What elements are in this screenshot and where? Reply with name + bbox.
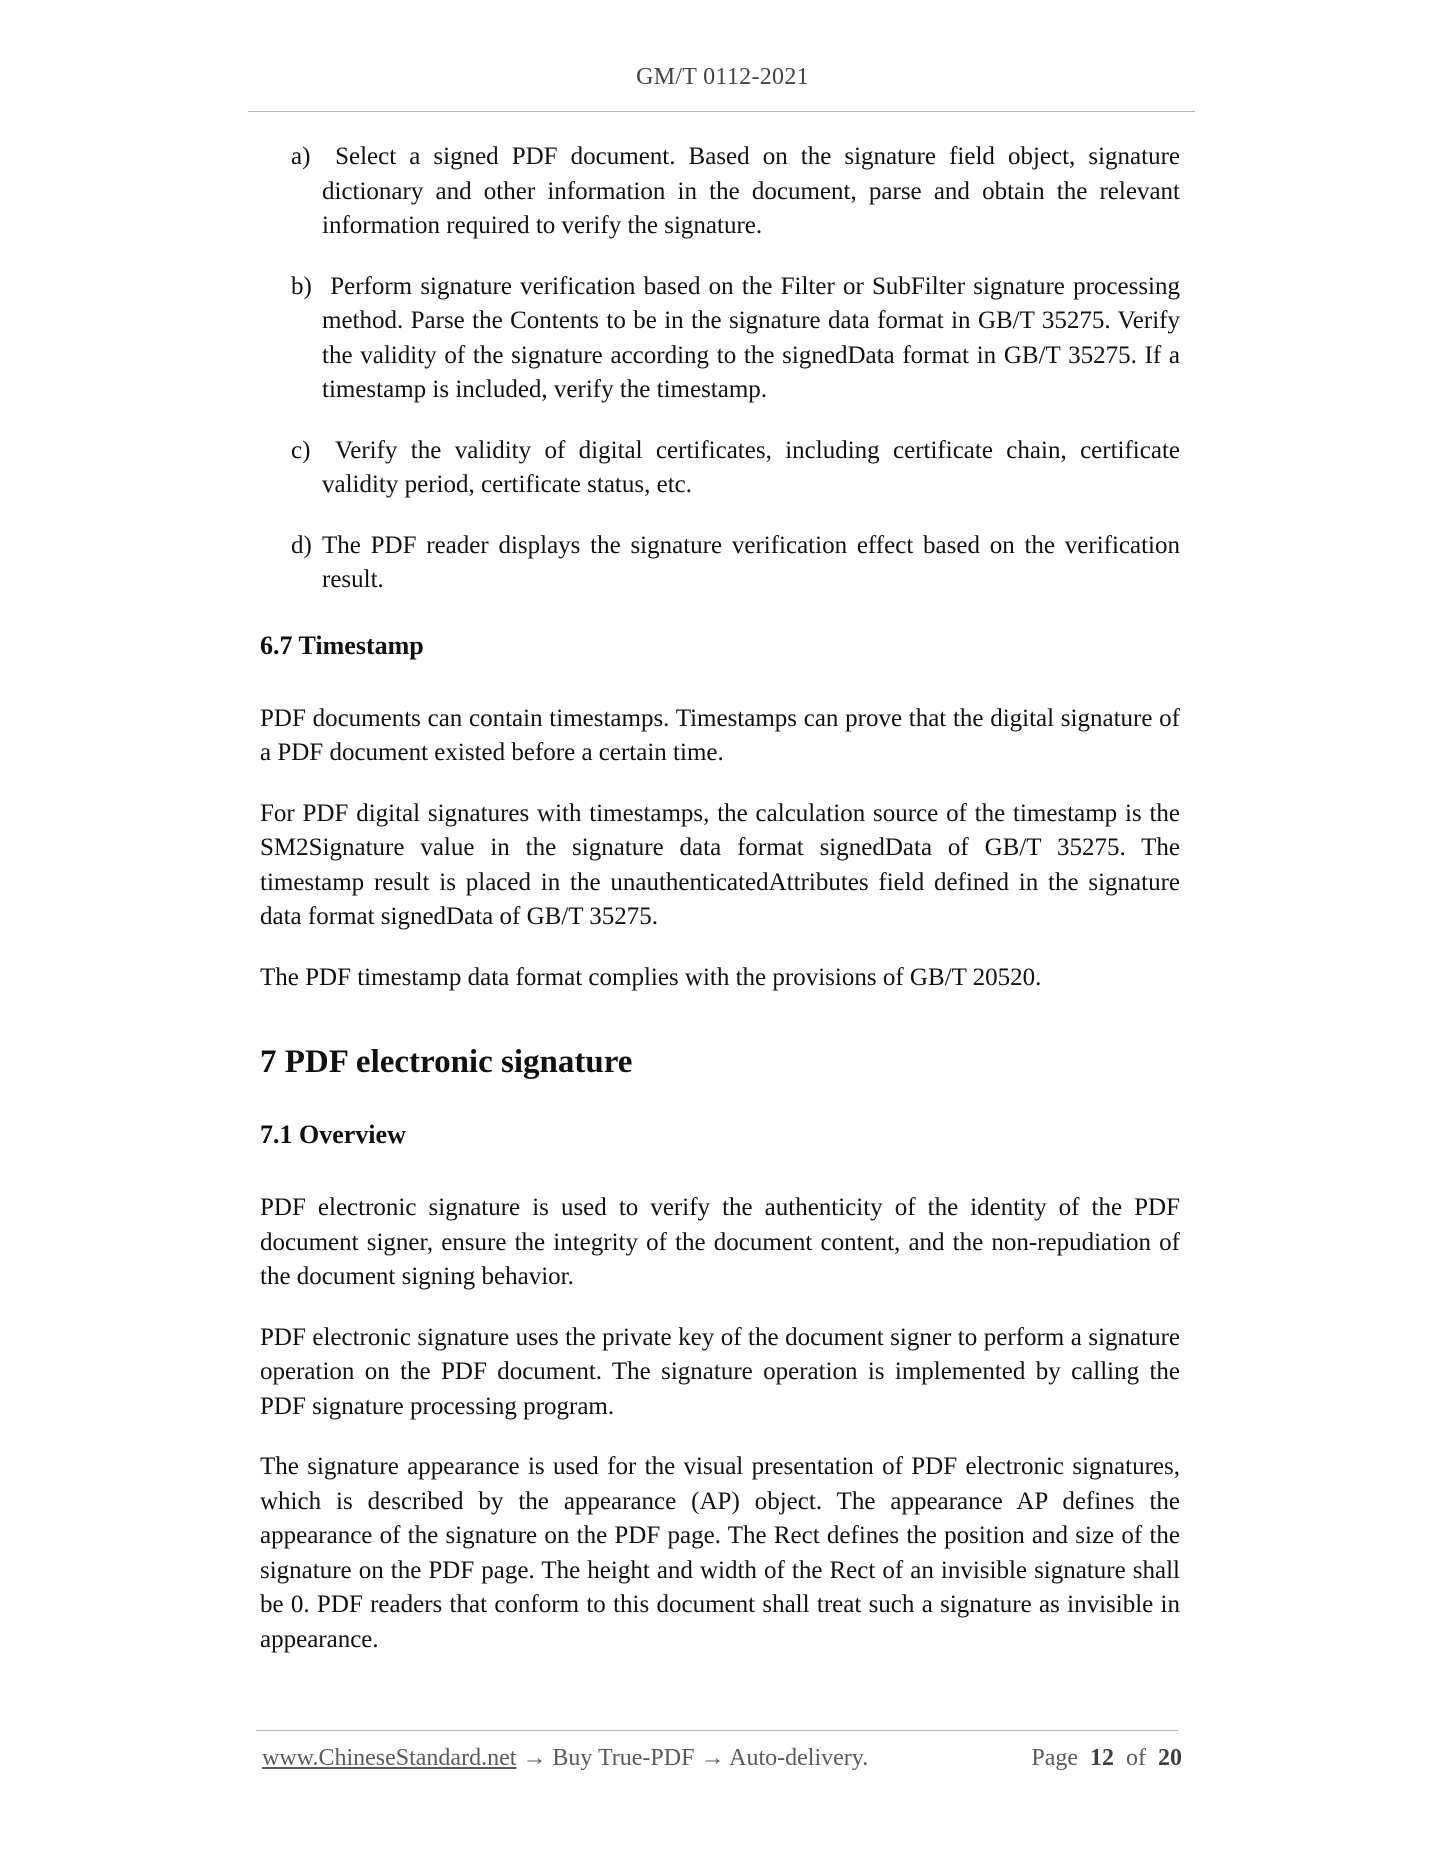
delivery-text: Auto-delivery.	[729, 1745, 869, 1771]
arrow-right-icon: →	[700, 1745, 725, 1771]
page-footer	[262, 1745, 1182, 1772]
list-item-label: b)	[291, 272, 312, 300]
list-item-label: c)	[291, 436, 311, 464]
list-item-c	[260, 434, 1180, 503]
paragraph: PDF documents can contain timestamps. Timestamps can prove that the digital signature of a PDF document existed before a certain time.	[260, 704, 1180, 766]
page-number	[1031, 1745, 1182, 1772]
site-link[interactable]: www.ChineseStandard.net	[262, 1745, 517, 1771]
list-item-text: Select a signed PDF document. Based on the signature field object, signature dictionary and other information in the document, parse and obtain the relevant information required to verify the signature.	[322, 143, 1181, 239]
page-total: 20	[1158, 1745, 1182, 1771]
section-heading-6-7: 6.7 Timestamp	[260, 630, 424, 660]
running-header: GM/T 0112-2021	[636, 64, 809, 90]
page-current: 12	[1090, 1745, 1114, 1771]
footer-divider	[256, 1730, 1178, 1731]
page-of: of	[1126, 1745, 1146, 1771]
list-item-b	[260, 270, 1180, 408]
list-item-text: Perform signature verification based on the Filter or SubFilter signature processing method. Parse the Contents to be in the signature data format in GB/T 35275. Verify the validity of the signature according to the signedData format in GB/T 35275. If a timestamp is included, verify the timestamp.	[322, 272, 1181, 403]
header-divider	[248, 111, 1195, 112]
arrow-right-icon: →	[522, 1745, 547, 1771]
paragraph: For PDF digital signatures with timestamps, the calculation source of the timestamp is the SM2Signature value in the signature data format signedData of GB/T 35275. The timestamp result is placed in the unauthenticatedAttributes field defined in the signature data format signedData of GB/T 35275.	[260, 799, 1180, 930]
paragraph: The signature appearance is used for the visual presentation of PDF electronic signatures, which is described by the appearance (AP) object. The appearance AP defines the appearance of the signature on the PDF page. The Rect defines the position and size of the signature on the PDF page. The height and width of the Rect of an invisible signature shall be 0. PDF readers that conform to this document shall treat such a signature as invisible in appearance.	[260, 1453, 1180, 1653]
section-heading-7-1: 7.1 Overview	[260, 1120, 406, 1149]
paragraph: PDF electronic signature is used to verify the authenticity of the identity of the PDF document signer, ensure the integrity of the document content, and the non-repudiation of the document signing behavior.	[260, 1194, 1180, 1290]
page-label: Page	[1031, 1745, 1078, 1771]
list-item-a	[260, 140, 1180, 244]
list-item-d	[260, 529, 1180, 598]
list-item-text: The PDF reader displays the signature verification effect based on the verification result.	[322, 531, 1180, 593]
footer-promo	[262, 1745, 868, 1771]
chapter-heading-7: 7 PDF electronic signature	[260, 1044, 633, 1080]
list-item-label: d)	[291, 531, 312, 559]
paragraph: The PDF timestamp data format complies with the provisions of GB/T 20520.	[260, 963, 1042, 991]
page-body	[260, 140, 1180, 1683]
list-item-label: a)	[291, 143, 311, 170]
list-item-text: Verify the validity of digital certificates, including certificate chain, certificate validity period, certificate status, etc.	[322, 436, 1180, 498]
paragraph: PDF electronic signature uses the private key of the document signer to perform a signature operation on the PDF document. The signature operation is implemented by calling the PDF signature processing program.	[260, 1323, 1180, 1420]
buy-text: Buy True-PDF	[552, 1745, 695, 1771]
